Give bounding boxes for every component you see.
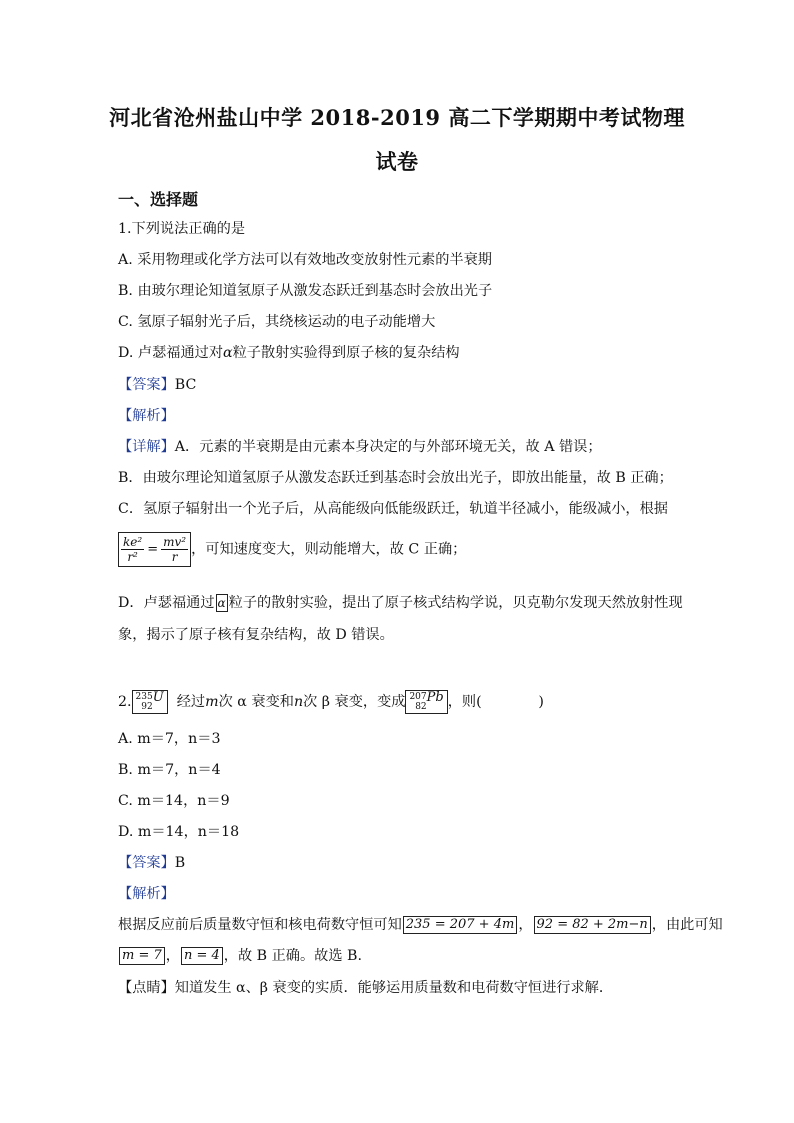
q2-number: 2. (118, 694, 132, 710)
q2-answer (118, 852, 185, 872)
q2-analysis-tag: 【解析】 (118, 886, 175, 902)
q1-option-c: C. 氢原子辐射光子后，其绕核运动的电子动能增大 (118, 314, 436, 330)
q2-option-b: B. m＝7，n＝4 (118, 762, 221, 778)
expl2-post: ，故 B 正确。故选 B. (223, 948, 362, 964)
answer-value: BC (174, 377, 197, 393)
result-n: n = 4 (181, 947, 223, 965)
q2-tail: ，则( ) (447, 694, 544, 710)
alpha-symbol: α (223, 345, 233, 361)
expl1-pre: 根据反应前后质量数守恒和核电荷数守恒可知 (118, 917, 402, 933)
answer-tag: 【答案】 (118, 855, 175, 871)
var-n: n (293, 694, 304, 710)
formula-equals: = (147, 542, 159, 557)
q1-detail-c1: C．氢原子辐射出一个光子后，从高能级向低能级跃迁，轨道半径减小，能级减小，根据 (118, 501, 668, 517)
detail-d1-post: 粒子的散射实验，提出了原子核式结构学说，贝克勒尔发现天然放射性现 (228, 595, 683, 611)
expl1-post: ，由此可知 (651, 917, 723, 933)
q2-explanation-1 (118, 914, 723, 934)
q1-answer (118, 374, 196, 394)
formula-num-left: ke² (123, 535, 143, 549)
detail-tag: 【详解】 (118, 439, 175, 455)
formula-den-right: r (171, 550, 178, 564)
alpha-box: α (217, 596, 226, 610)
formula-num-right: mv² (163, 535, 187, 549)
doc-title-line1: 河北省沧州盐山中学 2018-2019 高二下学期期中考试物理 (109, 105, 685, 130)
equation-mass: 235 = 207 + 4m (403, 916, 518, 934)
formula-box (118, 532, 191, 567)
detail-d1-pre: D．卢瑟福通过 (118, 595, 215, 611)
q1-option-d-post: 粒子散射实验得到原子核的复杂结构 (232, 345, 460, 361)
q2-option-c: C. m＝14，n＝9 (118, 793, 230, 809)
lead-mass: 207 (409, 692, 427, 702)
tip-text: 知道发生 α、β 衰变的实质．能够运用质量数和电荷数守恒进行求解． (174, 980, 614, 996)
answer-tag: 【答案】 (118, 377, 175, 393)
detail-a-text: A．元素的半衰期是由元素本身决定的与外部环境无关，故 A 错误； (174, 439, 602, 455)
doc-title-line2: 试卷 (375, 149, 419, 174)
q1-option-d-pre: D. 卢瑟福通过对 (118, 345, 224, 361)
var-m: m (205, 694, 219, 710)
q1-detail-c2 (118, 532, 466, 567)
lead-symbol: Pb (426, 690, 444, 705)
q2-mid1: 经过 (176, 694, 206, 710)
expl-sep: ， (518, 917, 533, 933)
q1-detail-d1 (118, 592, 683, 612)
q1-detail-d2: 象，揭示了原子核有复杂结构，故 D 错误。 (118, 627, 394, 643)
uranium-symbol: U (152, 690, 164, 705)
section-heading: 一、选择题 (118, 190, 199, 209)
result-dot: ， (165, 948, 180, 964)
q1-option-a: A. 采用物理或化学方法可以有效地改变放射性元素的半衰期 (118, 252, 492, 268)
q2-stem (118, 690, 544, 714)
equation-charge: 92 = 82 + 2m−n (534, 916, 651, 934)
answer-value: B (174, 855, 186, 871)
q2-option-a: A. m＝7，n＝3 (118, 731, 221, 747)
q2-option-d: D. m＝14，n＝18 (118, 824, 240, 840)
uranium-nuclide (132, 690, 168, 714)
q2-mid2: 次 α 衰变和 (218, 694, 294, 710)
formula-den-left: r² (127, 550, 138, 564)
q1-detail-a (118, 436, 602, 456)
q1-option-b: B. 由玻尔理论知道氢原子从激发态跃迁到基态时会放出光子 (118, 283, 493, 299)
formula-right-fraction (161, 535, 188, 564)
tip-tag: 【点睛】 (118, 980, 175, 996)
q2-tip (118, 977, 613, 997)
lead-z: 82 (415, 702, 427, 712)
formula-left-fraction (121, 535, 144, 564)
q1-stem: 1.下列说法正确的是 (118, 221, 246, 237)
q1-detail-b: B．由玻尔理论知道氢原子从激发态跃迁到基态时会放出光子，即放出能量，故 B 正确； (118, 470, 673, 486)
lead-nuclide (405, 690, 447, 714)
uranium-z: 92 (141, 702, 153, 712)
uranium-mass: 235 (135, 692, 153, 702)
q2-mid3: 次 β 衰变，变成 (303, 694, 406, 710)
detail-c2-text: ，可知速度变大，则动能增大，故 C 正确； (191, 541, 467, 558)
q1-option-d (118, 342, 460, 362)
q2-explanation-2 (118, 945, 362, 965)
q1-analysis-tag: 【解析】 (118, 408, 175, 424)
result-m: m = 7 (119, 947, 165, 965)
